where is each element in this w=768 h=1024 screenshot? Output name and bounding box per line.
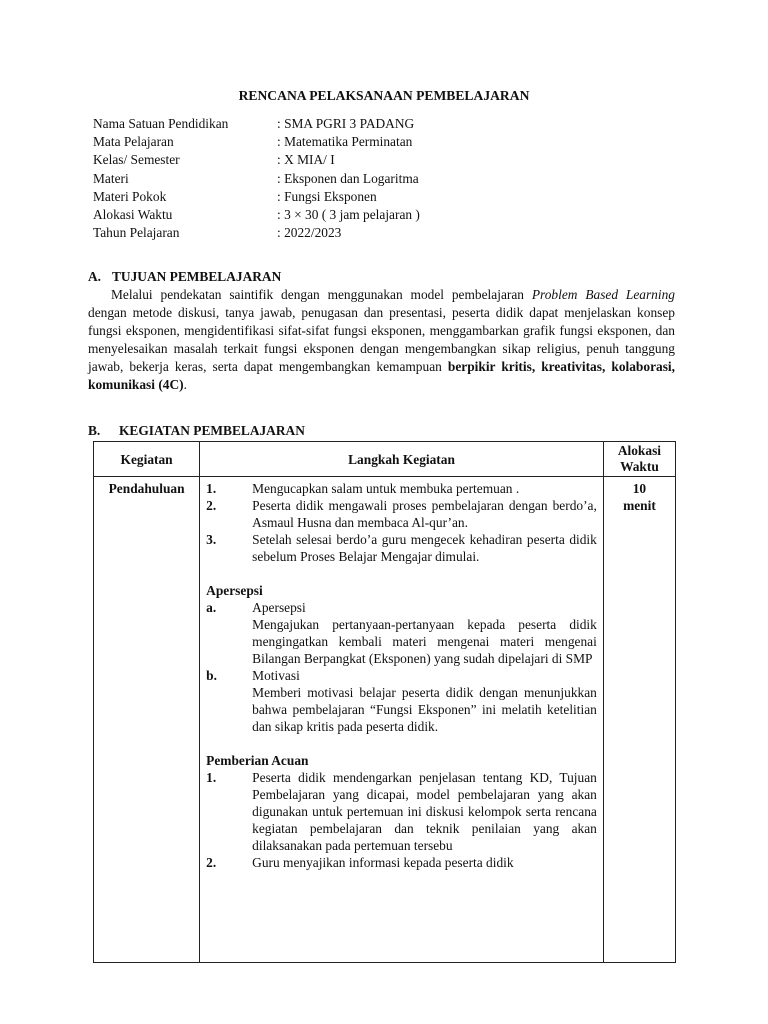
- list-item: [206, 497, 597, 531]
- identity-block: [93, 115, 420, 242]
- list-item: [206, 531, 597, 565]
- info-label: Tahun Pelajaran: [93, 225, 180, 241]
- info-row: [93, 115, 420, 133]
- info-label: Alokasi Waktu: [93, 206, 173, 222]
- info-value: : 3 × 30 ( 3 jam pelajaran ): [277, 206, 420, 222]
- item-number: b.: [206, 668, 217, 683]
- item-number: 1.: [206, 481, 217, 496]
- item-text: Guru menyajikan informasi kepada peserta didik: [252, 855, 514, 870]
- info-row: [93, 206, 420, 224]
- item-text: Setelah selesai berdo’a guru mengecek kehadiran peserta didik sebelum Proses Belajar Mengajar dimulai.: [252, 532, 597, 564]
- section-heading: [88, 422, 305, 440]
- info-value: : Fungsi Eksponen: [277, 188, 377, 204]
- para-text: .: [183, 377, 187, 392]
- item-text: Mengucapkan salam untuk membuka pertemuan .: [252, 481, 520, 496]
- table-row: [94, 477, 676, 963]
- info-row: [93, 151, 420, 169]
- section-letter: B.: [88, 423, 101, 438]
- header-cell: Langkah Kegiatan: [200, 442, 604, 477]
- info-row: [93, 224, 420, 242]
- document-title: RENCANA PELAKSANAAN PEMBELAJARAN: [238, 88, 530, 103]
- subsection-title: Pemberian Acuan: [206, 753, 309, 768]
- item-number: 2.: [206, 855, 217, 870]
- info-value: : 2022/2023: [277, 225, 342, 241]
- para-text: dengan metode diskusi, tanya jawab, penugasan dan presentasi, peserta didik dapat menjelaskan konsep fungsi eksponen, mengidentifikasi sifat-sifat fungsi eksponen, menggambarkan grafik fungsi eksponen, dan menyelesaikan masalah terkait fungsi eksponen dengan mengembangkan sikap religius, penuh tanggung jawab, bekerja keras, serta dapat mengembangkan kemampuan: [88, 305, 675, 374]
- info-value: : X MIA/ I: [277, 152, 335, 168]
- list-item: [206, 667, 597, 684]
- item-number: a.: [206, 600, 217, 615]
- time-unit: menit: [623, 498, 656, 513]
- info-label: Materi Pokok: [93, 188, 167, 204]
- section-title: KEGIATAN PEMBELAJARAN: [119, 423, 305, 438]
- para-text: Melalui pendekatan saintifik dengan menggunakan model pembelajaran: [111, 287, 532, 302]
- activity-label: Pendahuluan: [94, 477, 200, 963]
- info-label: Nama Satuan Pendidikan: [93, 116, 229, 131]
- subsection-title: Apersepsi: [206, 583, 263, 598]
- header-cell: Alokasi Waktu: [603, 442, 675, 477]
- item-number: 2.: [206, 498, 217, 513]
- item-label: Motivasi: [252, 668, 300, 683]
- item-text: Peserta didik mendengarkan penjelasan tentang KD, Tujuan Pembelajaran yang dicapai, model pembelajaran yang akan digunakan untuk pertemuan ini diskusi kelompok serta rencana kegiatan pembelajaran dan teknik penilaian yang akan dilaksanakan pada pertemuan tersebu: [252, 770, 597, 853]
- section-tujuan: [88, 268, 675, 407]
- info-label: Materi: [93, 170, 129, 186]
- activity-steps: [200, 477, 604, 963]
- info-row: [93, 170, 420, 188]
- item-text: Peserta didik mengawali proses pembelajaran dengan berdo’a, Asmaul Husna dan membaca Al-qur’an.: [252, 498, 597, 530]
- time-allocation: [603, 477, 675, 963]
- section-letter: A.: [88, 269, 102, 284]
- item-text: Memberi motivasi belajar peserta didik dengan menunjukkan bahwa pembelajaran “Fungsi Eksponen” ini melatih ketelitian dan sikap kritis pada peserta didik.: [252, 685, 597, 734]
- para-bold: berpikir kritis, kreativitas, kolaborasi, komunikasi (4C): [88, 359, 675, 392]
- section-heading: [88, 268, 675, 286]
- para-italic: Problem Based Learning: [531, 287, 675, 302]
- info-label: Mata Pelajaran: [93, 134, 174, 150]
- list-item: [206, 769, 597, 854]
- item-number: 1.: [206, 770, 217, 785]
- list-item: [206, 599, 597, 616]
- time-value: 10: [632, 481, 647, 496]
- info-row: [93, 188, 420, 206]
- info-value: : Eksponen dan Logaritma: [277, 170, 419, 186]
- tujuan-paragraph: [88, 286, 675, 394]
- item-text: Mengajukan pertanyaan-pertanyaan kepada peserta didik mengingatkan kembali materi mengenai materi mengenai Bilangan Berpangkat (Eksponen) yang sudah dipelajari di SMP: [252, 617, 597, 666]
- list-item: [206, 480, 597, 497]
- list-item: [206, 854, 597, 871]
- section-title: TUJUAN PEMBELAJARAN: [112, 269, 282, 284]
- info-value: : Matematika Perminatan: [277, 134, 413, 150]
- info-label: Kelas/ Semester: [93, 152, 180, 168]
- item-number: 3.: [206, 532, 217, 547]
- activity-table: [93, 441, 676, 963]
- table-header-row: [94, 442, 676, 477]
- info-row: [93, 133, 420, 151]
- item-label: Apersepsi: [252, 600, 306, 615]
- info-value: : SMA PGRI 3 PADANG: [277, 116, 415, 131]
- header-cell: Kegiatan: [94, 442, 200, 477]
